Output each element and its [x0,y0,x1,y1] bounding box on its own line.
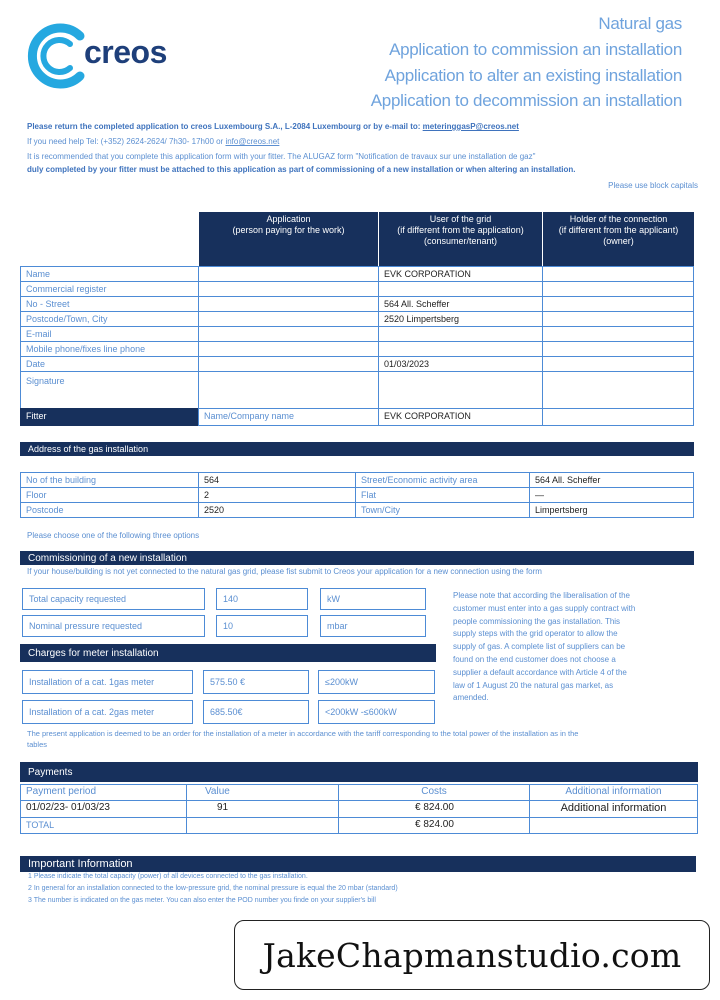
address-floor-label: Floor [20,487,199,503]
col-head-holder-sub: (if different from the applicant) (owner) [558,225,679,246]
address-building-label: No of the building [20,472,199,488]
order-note-2: tables [27,740,48,749]
intro-help-line [27,136,279,148]
liberalisation-line: supply of gas. A complete list of suppliers can be [453,642,626,652]
liberalisation-line: supplier a default accordance with Article 4 of the [453,667,627,677]
charge-cat2-label: Installation of a cat. 2gas meter [22,700,193,724]
party-label-cell: No - Street [20,296,199,312]
payment-cost-cell: € 824.00 [338,800,530,818]
title-decommission: Application to decommission an installation [370,91,682,110]
payments-col-value: Value [186,784,339,801]
payment-value-cell: 91 [186,800,339,818]
block-capitals-note: Please use block capitals [608,181,698,190]
liberalisation-line: customer must enter into a gas supply contract with [453,603,636,613]
address-street-label: Street/Economic activity area [355,472,530,488]
payment-total-label: TOTAL [20,817,187,834]
holder-cell[interactable] [542,356,694,372]
parties-table [20,212,694,426]
party-label-cell: Postcode/Town, City [20,311,199,327]
address-flat-value[interactable]: — [529,487,694,503]
applicant-cell[interactable] [198,266,379,282]
payment-info-cell: Additional information [529,800,698,818]
grid-user-cell[interactable] [378,326,543,342]
title-commission: Application to commission an installation [389,40,682,59]
title-alter: Application to alter an existing installation [384,66,682,85]
pressure-label: Nominal pressure requested [22,615,205,637]
grid-user-cell[interactable]: 2520 Limpertsberg [378,311,543,327]
liberalisation-line: amended. [453,693,489,703]
payment-total-cost: € 824.00 [338,817,530,834]
watermark-box [234,920,710,990]
capacity-unit: kW [320,588,426,610]
payments-header: Payments [20,762,698,782]
col-head-applicant [198,212,378,266]
intro-return-line [27,121,519,133]
col-head-user-title: User of the grid [429,214,492,224]
grid-user-cell[interactable]: 564 All. Scheffer [378,296,543,312]
payments-col-period: Payment period [20,784,187,801]
holder-cell[interactable] [542,311,694,327]
holder-cell[interactable] [542,266,694,282]
liberalisation-line: law of 1 August 20 the natural gas market, as [453,680,614,690]
grid-user-cell[interactable] [378,341,543,357]
intro-recommend-line: It is recommended that you complete this application form with your fitter. The ALUGAZ form "Notification de travaux sur une installation de gaz" [27,152,536,161]
creos-logo-icon [20,18,92,93]
intro-help-text: If you need help Tel: (+352) 2624-2624/ 7h30- 17h00 or [27,137,226,146]
applicant-cell[interactable] [198,371,379,409]
choose-option-note: Please choose one of the following three options [27,531,200,540]
grid-user-cell[interactable] [378,371,543,409]
payments-table [20,784,698,840]
order-note: The present application is deemed to be an order for the installation of a meter in accordance with the tariff corresponding to the total power of the installation as in the [27,729,579,738]
party-label-cell: Name [20,266,199,282]
liberalisation-line: people commissioning the gas installation. This [453,616,621,626]
col-head-holder [542,212,694,266]
charge-cat1-price: 575.50 € [203,670,309,694]
address-postcode-label: Postcode [20,502,199,518]
address-town-label: Town/City [355,502,530,518]
commissioning-header: Commissioning of a new installation [20,551,694,565]
fitter-label: Fitter [20,408,198,426]
applicant-cell[interactable] [198,281,379,297]
holder-cell[interactable] [542,326,694,342]
liberalisation-line: supply steps with the grid operator to allow the [453,629,618,639]
metering-email-link[interactable]: meteringgasP@creos.net [422,122,519,131]
payment-total-info-blank [529,817,698,834]
title-natural-gas: Natural gas [598,14,682,33]
commissioning-note: If your house/building is not yet connected to the natural gas grid, please fist submit to Creos your application for a new connection using the form [27,567,542,576]
capacity-input[interactable]: 140 [216,588,308,610]
address-street-value[interactable]: 564 All. Scheffer [529,472,694,488]
important-note-3: 3 The number is indicated on the gas meter. You can also enter the POD number you finde on your supplier's bill [28,897,376,904]
party-label-cell: Signature [20,371,199,409]
holder-cell[interactable] [542,341,694,357]
charge-cat2-range: <200kW -≤600kW [318,700,435,724]
applicant-cell[interactable] [198,311,379,327]
liberalisation-line: found on the end customer does not choose a [453,654,616,664]
address-header: Address of the gas installation [20,442,694,456]
col-head-applicant-sub: (person paying for the work) [232,225,345,235]
address-town-value[interactable]: Limpertsberg [529,502,694,518]
party-label-cell: E-mail [20,326,199,342]
col-head-user-sub: (if different from the application) (consumer/tenant) [397,225,524,246]
applicant-cell[interactable] [198,356,379,372]
fitter-holder-cell[interactable] [542,408,694,426]
payments-col-costs: Costs [338,784,530,801]
address-table [20,472,694,518]
holder-cell[interactable] [542,281,694,297]
charge-cat2-price: 685.50€ [203,700,309,724]
party-label-cell: Commercial register [20,281,199,297]
holder-cell[interactable] [542,371,694,409]
important-note-2: 2 In general for an installation connected to the low-pressure grid, the nominal pressure is equal the 20 mbar (standard) [28,885,398,892]
address-flat-label: Flat [355,487,530,503]
applicant-cell[interactable] [198,296,379,312]
applicant-cell[interactable] [198,326,379,342]
logo-text: creos [84,34,167,70]
grid-user-cell[interactable] [378,281,543,297]
charges-header: Charges for meter installation [20,644,436,662]
party-label-cell: Mobile phone/fixes line phone [20,341,199,357]
creos-logo [20,18,190,93]
holder-cell[interactable] [542,296,694,312]
charge-cat1-label: Installation of a cat. 1gas meter [22,670,193,694]
applicant-cell[interactable] [198,341,379,357]
important-note-1: 1 Please indicate the total capacity (power) of all devices connected to the gas installation. [28,873,308,880]
fitter-name-cell[interactable]: Name/Company name [198,408,379,426]
address-floor-value[interactable]: 2 [198,487,356,503]
pressure-input[interactable]: 10 [216,615,308,637]
important-header: Important Information [20,856,696,872]
address-postcode-value[interactable]: 2520 [198,502,356,518]
liberalisation-line: Please note that according the liberalisation of the [453,591,631,600]
charge-cat1-range: ≤200kW [318,670,435,694]
payment-total-value-blank [186,817,339,834]
fitter-user-cell[interactable]: EVK CORPORATION [378,408,543,426]
liberalisation-note [453,590,693,705]
col-head-applicant-title: Application [266,214,311,224]
intro-alugaz-line: duly completed by your fitter must be attached to this application as part of commissioning of a new installation or when altering an installation. [27,165,576,174]
address-building-value[interactable]: 564 [198,472,356,488]
watermark-text: JakeChapmanstudio.com [262,935,682,975]
payment-period-cell: 01/02/23- 01/03/23 [20,800,187,818]
grid-user-cell[interactable]: EVK CORPORATION [378,266,543,282]
capacity-label: Total capacity requested [22,588,205,610]
intro-return-text: Please return the completed application to creos Luxembourg S.A., L-2084 Luxembourg or by e-mail to: [27,122,423,131]
party-label-cell: Date [20,356,199,372]
pressure-unit: mbar [320,615,426,637]
info-email-link[interactable]: info@creos.net [225,137,280,146]
payments-col-info: Additional information [529,784,698,801]
grid-user-cell[interactable]: 01/03/2023 [378,356,543,372]
col-head-holder-title: Holder of the connection [569,214,668,224]
col-head-user [378,212,542,266]
